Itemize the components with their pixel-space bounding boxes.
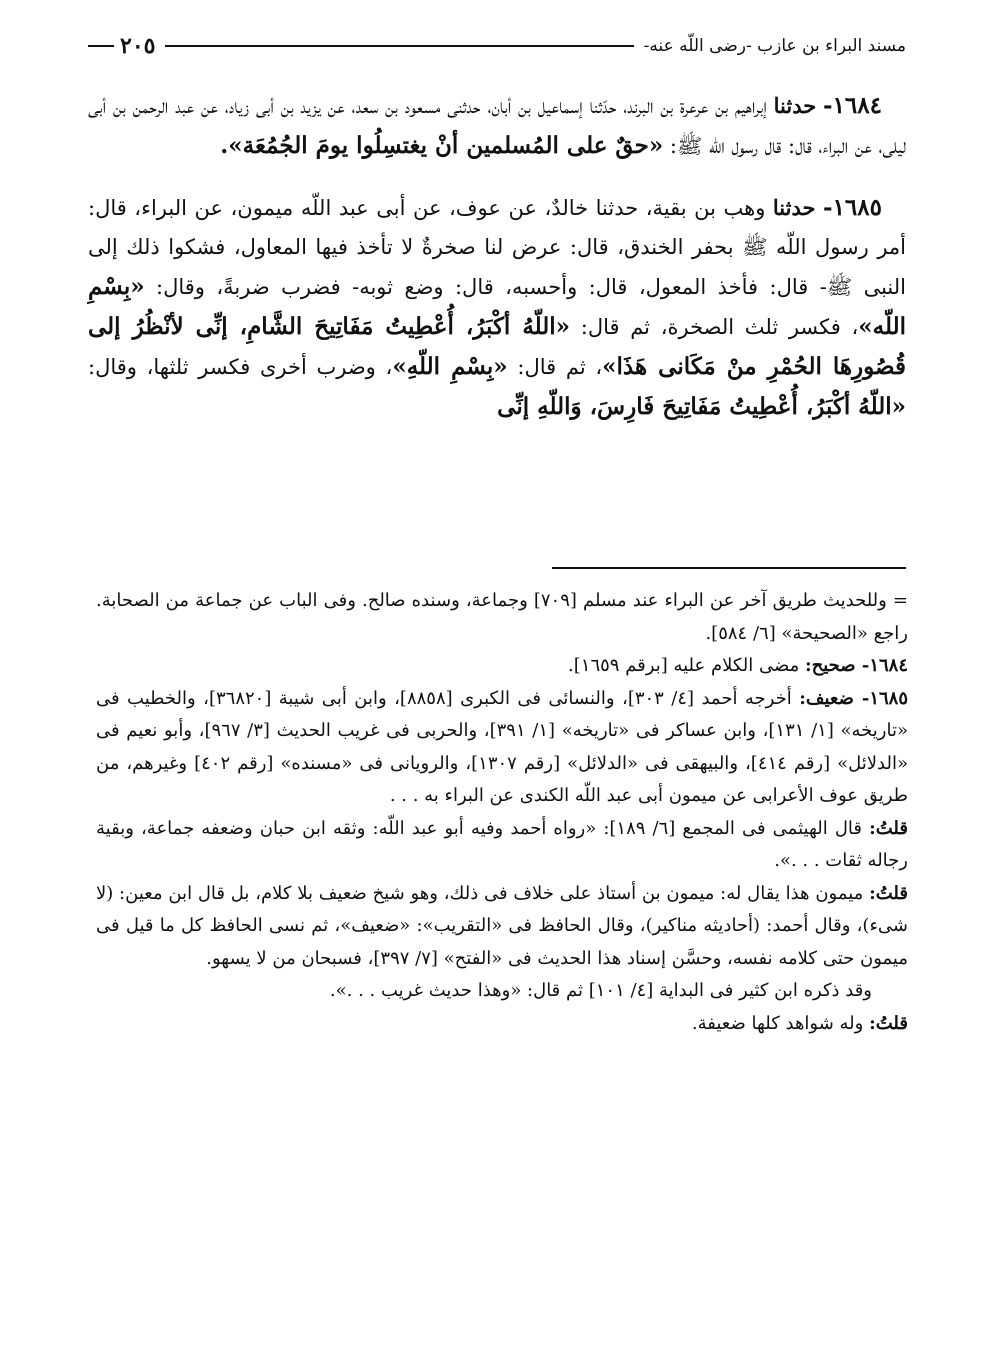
qultu-label: قلتُ:: [869, 1012, 908, 1034]
qultu-1: [96, 813, 908, 878]
footnote-label: ١٦٨٤- صحيح:: [804, 655, 908, 676]
footnote-separator: [552, 567, 906, 569]
qultu-text: ميمون هذا يقال له: ميمون بن أستاذ على خلاف فى ذلك، وهو شيخ ضعيف بلا كلام، بل قال ابن معين: (لا شىء)، وقال أحمد: (أحاديثه مناكير)، وقال الحافظ فى «التقريب»: «ضعيف»، ثم نسى الحافظ كل ما قيل فى ميمون حتى كلامه نفسه، وحسَّن إسناد هذا الحديث فى «الفتح» [٧/ ٣٩٧]، فسبحان من لا يسهو.: [96, 882, 908, 969]
header-dash: [88, 45, 114, 47]
matn: «حقٌ على المُسلمين أنْ يغتسِلُوا يومَ الجُمُعَة».: [220, 132, 664, 159]
qultu-text: قال الهيثمى فى المجمع [٦/ ١٨٩]: «رواه أحمد وفيه أبو عبد اللّه: وثقه ابن حبان وضعفه جماعة، وبقية رجاله ثقات . . .».: [96, 817, 908, 871]
footnote-1685: [96, 683, 908, 813]
hadith-text: ، وضرب أخرى فكسر ثلثها، وقال:: [88, 355, 393, 379]
footnote-text: أخرجه أحمد [٤/ ٣٠٣]، والنسائى فى الكبرى [٨٨٥٨]، وابن أبى شيبة [٣٦٨٢٠]، والخطيب فى «تاريخه» [١/ ١٣١]، وابن عساكر فى «تاريخه» [١/ ٣٩١]، والحربى فى غريب الحديث [٣/ ٩٦٧]، وأبو نعيم فى «الدلائل» [رقم ٤١٤]، والبيهقى فى «الدلائل» [رقم ١٣٠٧]، والرويانى فى «مسنده» [رقم ٤٠٢] وغيرهم، من طريق عوف الأعرابى عن ميمون أبى عبد اللّه الكندى عن البراء به . . .: [96, 687, 908, 806]
footnote-label: ١٦٨٥- ضعيف:: [799, 687, 908, 709]
takbir: «اللّهُ أكْبَرُ، أُعْطِيتُ مَفَاتِيحَ فَارِسَ، وَاللّهِ إنِّى: [497, 393, 906, 420]
qultu-text: وله شواهد كلها ضعيفة.: [691, 1012, 864, 1034]
bismillah: «بِسْمِ اللّه»: [88, 273, 906, 340]
header-rule: [165, 45, 633, 47]
qultu-3: [96, 1008, 908, 1041]
hadith-1685: [88, 188, 906, 427]
footnote-continuation: = وللحديث طريق آخر عن البراء عند مسلم [٧٠٩] وجماعة، وسنده صالح. وفى الباب عن جماعة من الصحابة. راجع «الصحيحة» [٦/ ٥٨٤].: [96, 590, 909, 644]
hadith-number: ١٦٨٤-: [823, 92, 882, 119]
takbir: «اللّهُ أكْبَرُ، أُعْطِيتُ مَفَاتِيحَ الشَّامِ، إنِّى لأنْظُرُ إلى قُصُورِهَا الحُمْرِ منْ مَكَانى هَذَا»: [88, 313, 906, 380]
hadith-number: ١٦٨٥-: [823, 194, 882, 221]
main-text: [88, 86, 906, 449]
hadith-text: ، ثم قال:: [517, 355, 603, 379]
hadith-1684: [88, 86, 906, 166]
hadith-text: ، فكسر ثلث الصخرة، ثم قال:: [580, 315, 859, 339]
qultu-2: [96, 878, 908, 976]
running-title: مسند البراء بن عازب -رضى اللّه عنه-: [643, 36, 906, 56]
isnad: إبراهيم بن عرعرة بن البرند، حدّثنا إسماعيل بن أبان، حدثنى مسعود بن سعد، عن يزيد بن أبى زياد، عن عبد الرحمن بن أبى ليلى، عن البراء، قال: قال رسول اللّه ﷺ:: [88, 94, 906, 158]
haddathana: حدثنا: [773, 93, 817, 118]
page-number: ٢٠٥: [120, 33, 156, 59]
hadith-text: وهب بن بقية، حدثنا خالدٌ، عن عوف، عن أبى عبد اللّه ميمون، عن البراء، قال: أمر رسول اللّه ﷺ بحفر الخندق، قال: عرض لنا صخرةٌ لا تأخذ فيها المعاول، فشكوا ذلك إلى النبى ﷺ- قال: فأخذ المعول، قال: وأحسبه، قال: وضع ثوبه- فضرب ضربةً، وقال:: [88, 196, 906, 299]
footnotes: [96, 585, 908, 1040]
footnote-text: مضى الكلام عليه [برقم ١٦٥٩].: [568, 655, 800, 676]
footnote-1684: [96, 650, 908, 683]
qultu-label: قلتُ:: [869, 817, 908, 839]
haddathana: حدثنا: [772, 195, 816, 220]
page-header: [88, 26, 906, 66]
bismillah: «بِسْمِ اللّهِ»: [392, 353, 508, 380]
ibn-kathir-note: وقد ذكره ابن كثير فى البداية [٤/ ١٠١] ثم قال: «وهذا حديث غريب . . .».: [329, 980, 872, 1001]
qultu-label: قلتُ:: [869, 882, 908, 904]
